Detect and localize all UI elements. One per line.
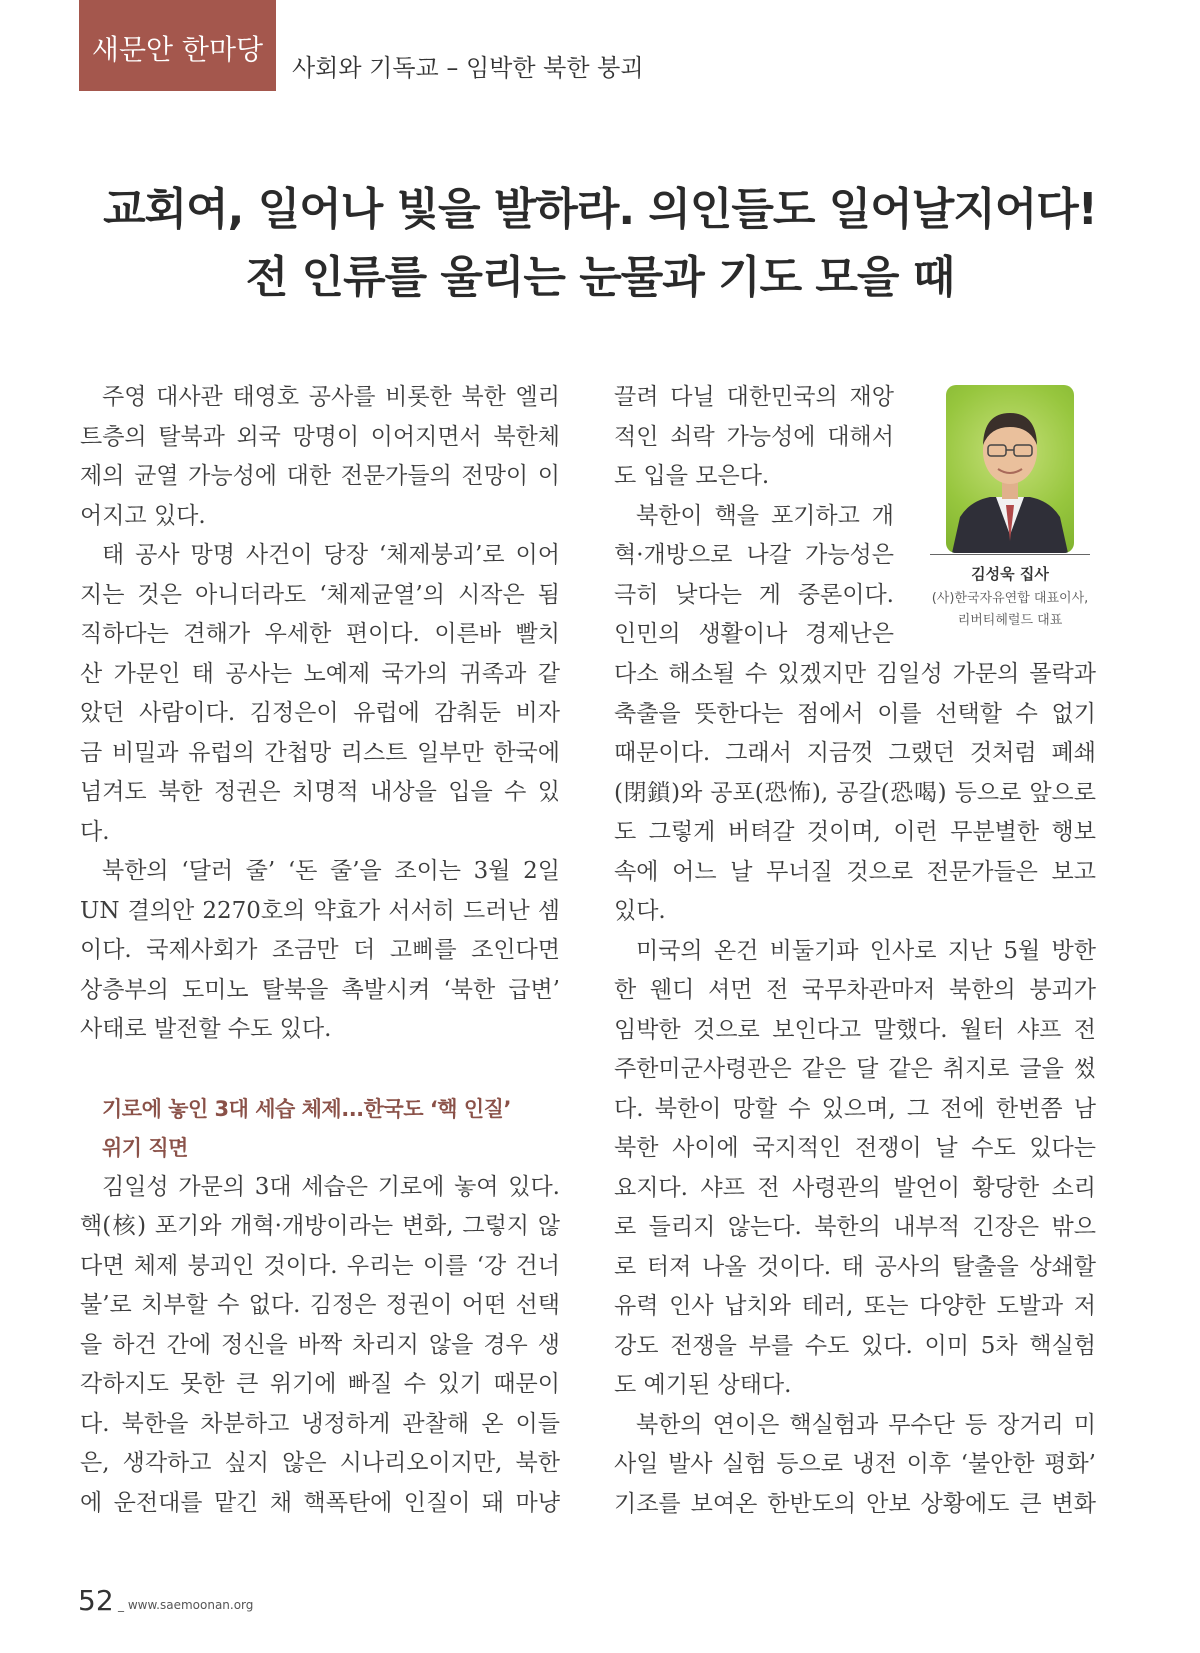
left-column — [80, 378, 560, 1523]
text-line: 이다. 국제사회가 조금만 더 고삐를 조인다면 — [80, 937, 560, 963]
author-title-line-1: (사)한국자유연합 대표이사, — [931, 591, 1089, 606]
text-line: 도 예기된 상태다. — [614, 1372, 792, 1398]
subheading-line-2: 위기 직면 — [102, 1135, 188, 1160]
text-line: 핵(核) 포기와 개혁·개방이라는 변화, 그렇지 않 — [80, 1213, 560, 1239]
text-line: 다. 북한을 차분하고 냉정하게 관찰해 온 이들 — [80, 1410, 560, 1437]
text-line: 사태로 발전할 수도 있다. — [80, 1016, 332, 1042]
author-name: 김성욱 집사 — [971, 565, 1049, 583]
text-line: 극히 낮다는 게 중론이다. — [614, 581, 894, 608]
right-column-top — [614, 378, 894, 655]
section-subtitle: 사회와 기독교 – 임박한 북한 붕괴 — [292, 54, 644, 82]
text-line: 태 공사 망명 사건이 당장 ‘체제붕괴’로 이어 — [102, 542, 560, 568]
text-line: 주한미군사령관은 같은 달 같은 취지로 글을 썼 — [614, 1056, 1096, 1082]
text-line: 직하다는 견해가 우세한 편이다. 이른바 빨치 — [80, 621, 560, 647]
text-line: 로 들리지 않는다. 북한의 내부적 긴장은 밖으 — [614, 1214, 1096, 1240]
article-title — [0, 176, 1200, 312]
text-line: 때문이다. 그래서 지금껏 그랬던 것처럼 폐쇄 — [614, 740, 1096, 766]
text-line: 다소 해소될 수 있겠지만 김일성 가문의 몰락과 — [614, 661, 1096, 687]
text-line: 을 하건 간에 정신을 바짝 차리지 않을 경우 생 — [80, 1331, 560, 1358]
text-line: 어지고 있다. — [80, 502, 206, 529]
text-line: 속에 어느 날 무너질 것으로 전문가들은 보고 — [614, 858, 1096, 885]
text-line: 김일성 가문의 3대 세습은 기로에 놓여 있다. — [102, 1173, 560, 1200]
author-affiliation — [912, 588, 1108, 632]
text-line: 도 입을 모은다. — [614, 463, 770, 489]
text-line: 았던 사람이다. 김정은이 유럽에 감춰둔 비자 — [80, 700, 560, 726]
text-line: 북한 사이에 국지적인 전쟁이 날 수도 있다는 — [614, 1135, 1096, 1161]
text-line: 강도 전쟁을 부를 수도 있다. 이미 5차 핵실험 — [614, 1332, 1096, 1359]
text-line: 산 가문인 태 공사는 노예제 국가의 귀족과 같 — [80, 660, 560, 687]
right-column — [614, 655, 1096, 1524]
text-line: 북한의 연이은 핵실험과 무수단 등 장거리 미 — [636, 1411, 1096, 1438]
text-line: 은, 생각하고 싶지 않은 시나리오이지만, 북한 — [80, 1450, 560, 1476]
text-line: 지는 것은 아니더라도 ‘체제균열’의 시작은 됨 — [80, 581, 560, 608]
text-line: 트층의 탈북과 외국 망명이 이어지면서 북한체 — [80, 423, 560, 450]
text-line: (閉鎖)와 공포(恐怖), 공갈(恐喝) 등으로 앞으로 — [614, 779, 1096, 806]
text-line: 북한이 핵을 포기하고 개 — [636, 502, 894, 529]
section-tag: 새문안 한마당 — [79, 0, 276, 91]
text-line: 다. — [80, 818, 110, 845]
page-number: 52 — [78, 1584, 114, 1617]
text-line: 있다. — [614, 898, 666, 924]
text-line: 다면 체제 붕괴인 것이다. 우리는 이를 ‘강 건너 — [80, 1252, 560, 1279]
text-line: 도 그렇게 버텨갈 것이며, 이런 무분별한 행보 — [614, 819, 1096, 845]
text-line: 기조를 보여온 한반도의 안보 상황에도 큰 변화 — [614, 1490, 1096, 1517]
text-line: 적인 쇠락 가능성에 대해서 — [614, 423, 894, 450]
author-photo — [946, 385, 1074, 553]
text-line: 금 비밀과 유럽의 간첩망 리스트 일부만 한국에 — [80, 739, 560, 766]
text-line: 끌려 다닐 대한민국의 재앙 — [614, 384, 894, 410]
text-line: UN 결의안 2270호의 약효가 서서히 드러난 셈 — [80, 897, 560, 924]
text-line: 주영 대사관 태영호 공사를 비롯한 북한 엘리 — [102, 384, 560, 410]
text-line: 요지다. 샤프 전 사령관의 발언이 황당한 소리 — [614, 1174, 1096, 1201]
text-line: 불’로 치부할 수 없다. 김정은 정권이 어떤 선택 — [80, 1292, 560, 1318]
text-line: 로 터져 나올 것이다. 태 공사의 탈출을 상쇄할 — [614, 1253, 1096, 1280]
text-line: 유력 인사 납치와 테러, 또는 다양한 도발과 저 — [614, 1293, 1096, 1319]
footer-url: _ www.saemoonan.org — [118, 1598, 254, 1612]
text-line: 북한의 ‘달러 줄’ ‘돈 줄’을 조이는 3월 2일 — [102, 858, 560, 884]
text-line: 다. 북한이 망할 수 있으며, 그 전에 한번쯤 남 — [614, 1095, 1096, 1122]
text-line: 임박한 것으로 보인다고 말했다. 월터 샤프 전 — [614, 1016, 1096, 1043]
caption-rule — [930, 554, 1090, 555]
text-line: 제의 균열 가능성에 대한 전문가들의 전망이 이 — [80, 463, 560, 489]
text-line: 넘겨도 북한 정권은 치명적 내상을 입을 수 있 — [80, 779, 560, 805]
text-line: 혁·개방으로 나갈 가능성은 — [614, 542, 894, 568]
title-line-2: 전 인류를 울리는 눈물과 기도 모을 때 — [245, 252, 955, 303]
text-line: 각하지도 못한 큰 위기에 빠질 수 있기 때문이 — [80, 1371, 560, 1397]
author-title-line-2: 리버티헤럴드 대표 — [957, 613, 1063, 628]
text-line: 축출을 뜻한다는 점에서 이를 선택할 수 없기 — [614, 700, 1096, 727]
title-line-1: 교회여, 일어나 빛을 발하라. 의인들도 일어날지어다! — [103, 184, 1097, 235]
text-line: 한 웬디 셔먼 전 국무차관마저 북한의 붕괴가 — [614, 977, 1096, 1003]
text-line: 인민의 생활이나 경제난은 — [614, 621, 894, 647]
spacer — [80, 1050, 560, 1090]
subheading-line-1: 기로에 놓인 3대 세습 체제...한국도 ‘핵 인질’ — [102, 1096, 511, 1121]
text-line: 에 운전대를 맡긴 채 핵폭탄에 인질이 돼 마냥 — [80, 1489, 560, 1516]
text-line: 사일 발사 실험 등으로 냉전 이후 ‘불안한 평화’ — [614, 1451, 1096, 1477]
text-line: 미국의 온건 비둘기파 인사로 지난 5월 방한 — [636, 937, 1096, 964]
author-portrait-image — [946, 385, 1074, 553]
text-line: 상층부의 도미노 탈북을 촉발시켜 ‘북한 급변’ — [80, 976, 560, 1003]
